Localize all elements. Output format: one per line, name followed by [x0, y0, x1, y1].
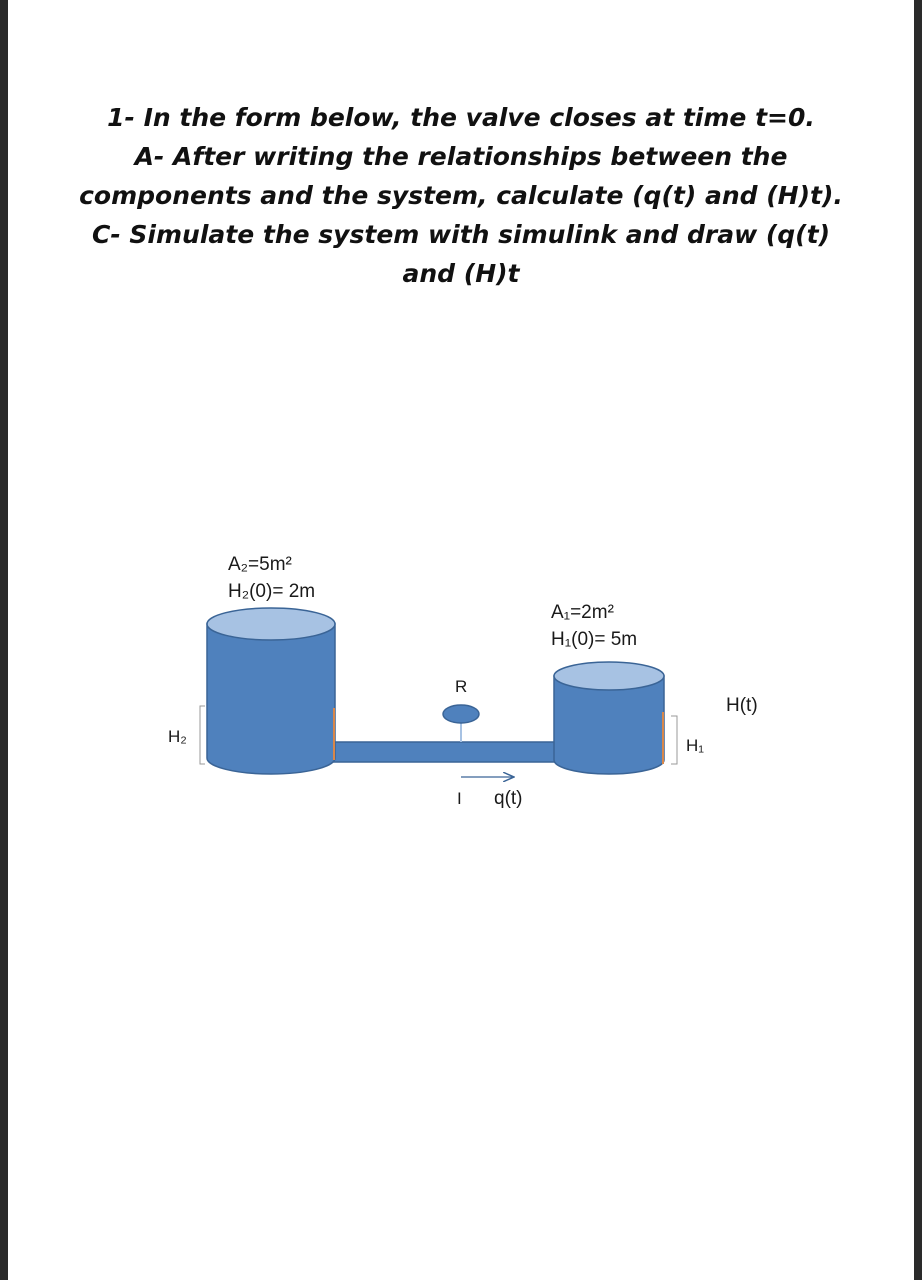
tank-2-height-label: H₂: [168, 727, 187, 746]
level-label: H(t): [726, 695, 758, 716]
connecting-pipe: [318, 742, 560, 762]
tank-2-body: [207, 624, 335, 774]
valve: [443, 705, 479, 742]
tank-1-height-label: H₁: [686, 736, 705, 755]
question-line-1: 1- In the form below, the valve closes at time t=0.: [107, 103, 815, 132]
flow-label: q(t): [494, 788, 523, 809]
tank-1: [554, 662, 664, 774]
h1-bracket: [671, 716, 677, 764]
question-line-4: C- Simulate the system with simulink and draw (q(t): [92, 220, 830, 249]
valve-handle: [443, 705, 479, 723]
h2-bracket: [200, 706, 205, 764]
tank-1-initial-label: H₁(0)= 5m: [551, 629, 638, 650]
tank-1-area-label: A₁=2m²: [551, 602, 614, 623]
tank-2-initial-label: H₂(0)= 2m: [228, 581, 316, 602]
tank-2: [207, 608, 335, 774]
question-line-5: and (H)t: [402, 259, 520, 288]
tank-2-area-label: A₂=5m²: [228, 554, 292, 575]
question-line-2: A- After writing the relationships between the: [134, 142, 788, 171]
valve-label: R: [455, 677, 468, 696]
tank-1-top: [554, 662, 664, 690]
question-line-3: components and the system, calculate (q(t) and (H)t).: [79, 181, 843, 210]
tank-2-top: [207, 608, 335, 640]
current-label: I: [457, 789, 462, 808]
